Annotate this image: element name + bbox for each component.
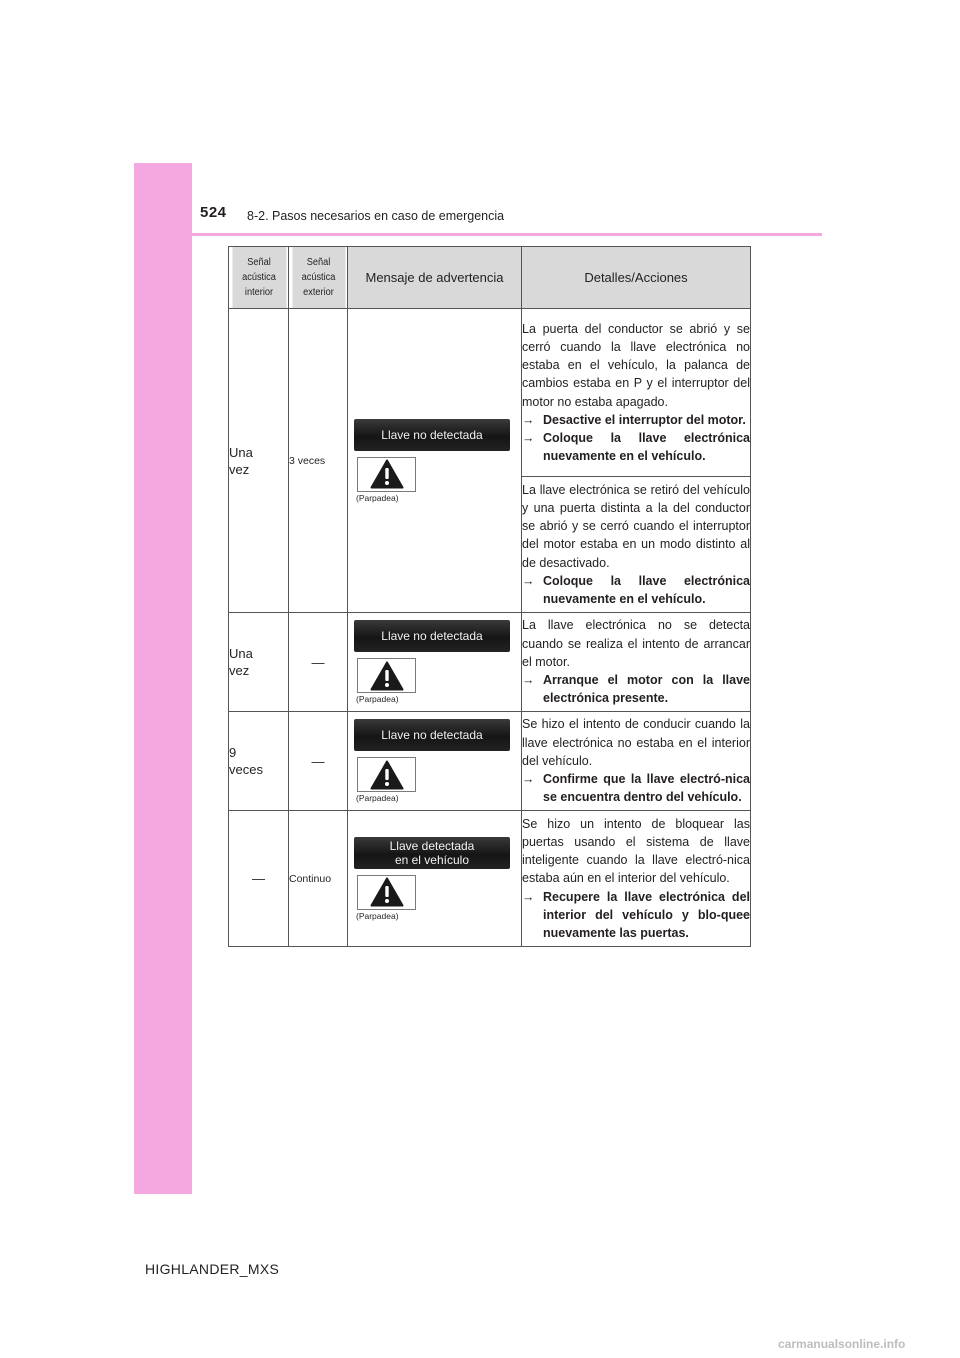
- warning-message-cell: [348, 613, 522, 712]
- header-message: Mensaje de advertencia: [348, 247, 522, 309]
- details-text: Se hizo el intento de conducir cuando la llave electrónica no estaba en el interior del vehículo.: [522, 717, 750, 768]
- action-item: → Coloque la llave electrónica nuevamente en el vehículo.: [522, 430, 750, 464]
- watermark: carmanualsonline.info: [778, 1337, 906, 1351]
- exterior-signal-cell: —: [289, 712, 348, 811]
- blink-note: (Parpadea): [356, 793, 399, 803]
- action-item: → Coloque la llave electrónica nuevamente en el vehículo.: [522, 573, 750, 606]
- action-item: → Arranque el motor con la llave electrónica presente.: [522, 673, 750, 706]
- display-message: Llave no detectada: [354, 719, 510, 751]
- exterior-signal-cell: —: [289, 613, 348, 712]
- details-cell: [522, 811, 751, 947]
- warning-message-cell: [348, 712, 522, 811]
- side-tab-bar: [134, 163, 192, 1194]
- blink-note: (Parpadea): [356, 910, 399, 921]
- section-title: 8-2. Pasos necesarios en caso de emergencia: [247, 209, 505, 223]
- warning-triangle-icon: [357, 457, 416, 492]
- model-code: HIGHLANDER_MXS: [145, 1261, 280, 1277]
- details-cell: [522, 613, 751, 712]
- page-number: 524: [200, 204, 227, 221]
- details-cell: [522, 712, 751, 811]
- warning-triangle-icon: [357, 875, 416, 910]
- header-rule: [192, 233, 822, 236]
- interior-signal-cell: Una vez: [229, 309, 289, 613]
- warning-table: [228, 246, 751, 947]
- table-header-row: [229, 247, 751, 309]
- table-row: [229, 712, 751, 811]
- details-text: La puerta del conductor se abrió y se cerró cuando la llave electrónica no estaba en el vehículo, la palanca de cambios estaba en P y el interruptor del motor no estaba apagado.: [522, 321, 750, 409]
- blink-note: (Parpadea): [356, 492, 399, 503]
- header-details: Detalles/Acciones: [522, 247, 751, 309]
- display-message: Llave no detectada: [354, 419, 510, 451]
- display-message: Llave no detectada: [354, 620, 510, 652]
- action-item: → Recupere la llave electrónica del interior del vehículo y blo-quee nuevamente las puertas.: [522, 889, 750, 940]
- warning-message-cell: [348, 309, 522, 613]
- exterior-signal-cell: Continuo: [289, 811, 348, 947]
- interior-signal-cell: Una vez: [229, 613, 289, 712]
- action-item: → Confirme que la llave electró-nica se encuentra dentro del vehículo.: [522, 772, 750, 805]
- table-row: [229, 613, 751, 712]
- warning-message-cell: [348, 811, 522, 947]
- header-interior-signal: Señal acústica interior: [231, 247, 286, 309]
- details-text: Se hizo un intento de bloquear las puertas usando el sistema de llave inteligente cuando la llave electró-nica estaba aún en el interior del vehículo.: [522, 816, 750, 886]
- details-text: La llave electrónica no se detecta cuando se realiza el intento de arrancar el motor.: [522, 618, 750, 669]
- action-item: → Desactive el interruptor del motor.: [522, 412, 746, 427]
- exterior-signal-cell: 3 veces: [289, 309, 348, 613]
- blink-note: (Parpadea): [356, 694, 399, 704]
- details-text: La llave electrónica se retiró del vehículo y una puerta distinta a la del conductor se abrió y se cerró cuando el interruptor del motor estaba en un modo distinto al de desactivado.: [522, 482, 750, 570]
- table-row: [229, 811, 751, 947]
- header-exterior-signal: Señal acústica exterior: [291, 247, 345, 309]
- warning-triangle-icon: [357, 757, 416, 792]
- interior-signal-cell: —: [229, 811, 289, 947]
- display-message: Llave detectada en el vehículo: [354, 837, 510, 869]
- table-row: [229, 309, 751, 477]
- details-cell: [522, 309, 751, 477]
- details-cell: [522, 477, 751, 613]
- interior-signal-cell: 9 veces: [229, 712, 289, 811]
- warning-triangle-icon: [357, 658, 416, 693]
